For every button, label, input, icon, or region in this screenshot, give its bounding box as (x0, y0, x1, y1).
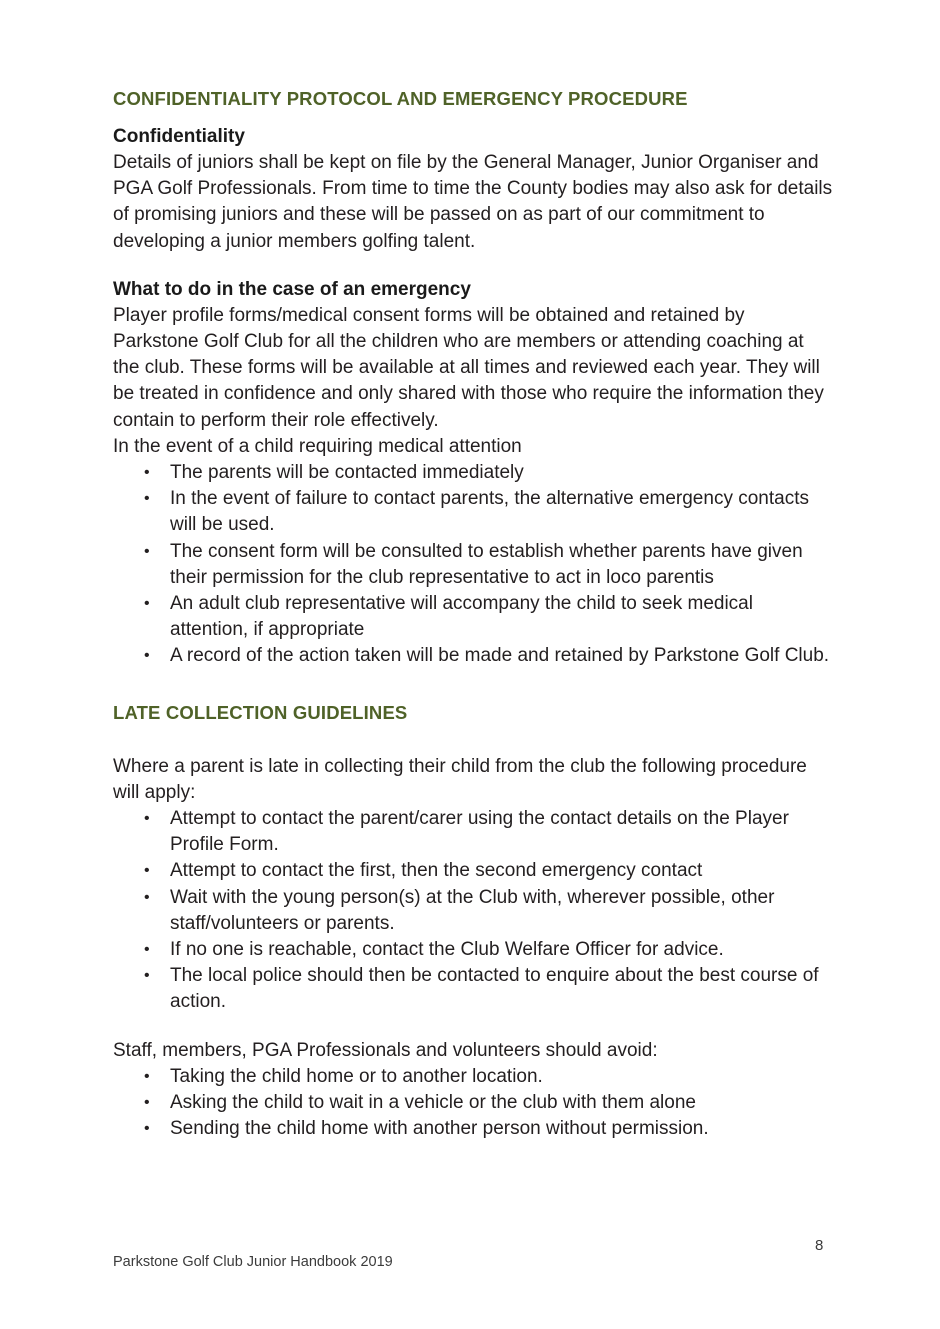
page-number: 8 (815, 1237, 824, 1254)
list-item: • An adult club representative will accompany the child to seek medical attention, if appropriate (113, 591, 835, 643)
list-item: • Asking the child to wait in a vehicle or the club with them alone (113, 1090, 835, 1116)
list-item: • A record of the action taken will be made and retained by Parkstone Golf Club. (113, 643, 835, 669)
list-item: • Attempt to contact the parent/carer using the contact details on the Player Profile Form. (113, 806, 835, 858)
section-heading-confidentiality-protocol: CONFIDENTIALITY PROTOCOL AND EMERGENCY PROCEDURE (113, 88, 688, 109)
sub-heading-emergency: What to do in the case of an emergency (113, 278, 471, 300)
footer-text: Parkstone Golf Club Junior Handbook 2019 (113, 1254, 393, 1270)
section-heading-late-collection: LATE COLLECTION GUIDELINES (113, 701, 408, 723)
bullet-list-emergency (113, 460, 835, 670)
document-body (113, 86, 835, 1143)
list-item: • The parents will be contacted immediately (113, 460, 835, 486)
lead-in-medical-attention: In the event of a child requiring medical attention (113, 435, 522, 457)
list-item: • Wait with the young person(s) at the Club with, wherever possible, other staff/volunteers or parents. (113, 885, 835, 937)
spacer (113, 255, 835, 277)
bullet-list-late-collection (113, 806, 835, 1016)
spacer (113, 726, 835, 754)
list-item: • Taking the child home or to another location. (113, 1064, 835, 1090)
bullet-list-should-avoid (113, 1064, 835, 1143)
lead-in-should-avoid: Staff, members, PGA Professionals and volunteers should avoid: (113, 1039, 658, 1061)
spacer (113, 1016, 835, 1038)
spacer (113, 112, 835, 124)
paragraph-late-collection: Where a parent is late in collecting their child from the club the following procedure will apply: (113, 755, 807, 803)
list-item: • Attempt to contact the first, then the second emergency contact (113, 858, 835, 884)
list-item: • If no one is reachable, contact the Club Welfare Officer for advice. (113, 937, 835, 963)
list-item: • Sending the child home with another person without permission. (113, 1116, 835, 1142)
spacer (113, 670, 835, 700)
list-item: • The consent form will be consulted to establish whether parents have given their permission for the club representative to act in loco parentis (113, 539, 835, 591)
list-item: • The local police should then be contacted to enquire about the best course of action. (113, 963, 835, 1015)
paragraph-emergency: Player profile forms/medical consent forms will be obtained and retained by Parkstone Golf Club for all the children who are members or attending coaching at the club. These forms will be available at all times and reviewed each year. They will be treated in confidence and only shared with those who require the information they contain to perform their role effectively. (113, 304, 824, 431)
sub-heading-confidentiality: Confidentiality (113, 126, 245, 147)
list-item: • In the event of failure to contact parents, the alternative emergency contacts will be used. (113, 486, 835, 538)
paragraph-confidentiality: Details of juniors shall be kept on file by the General Manager, Junior Organiser and PGA Golf Professionals. From time to time the County bodies may also ask for details of promising juniors and these will be passed on as part of our commitment to developing a junior members golfing talent. (113, 152, 833, 252)
